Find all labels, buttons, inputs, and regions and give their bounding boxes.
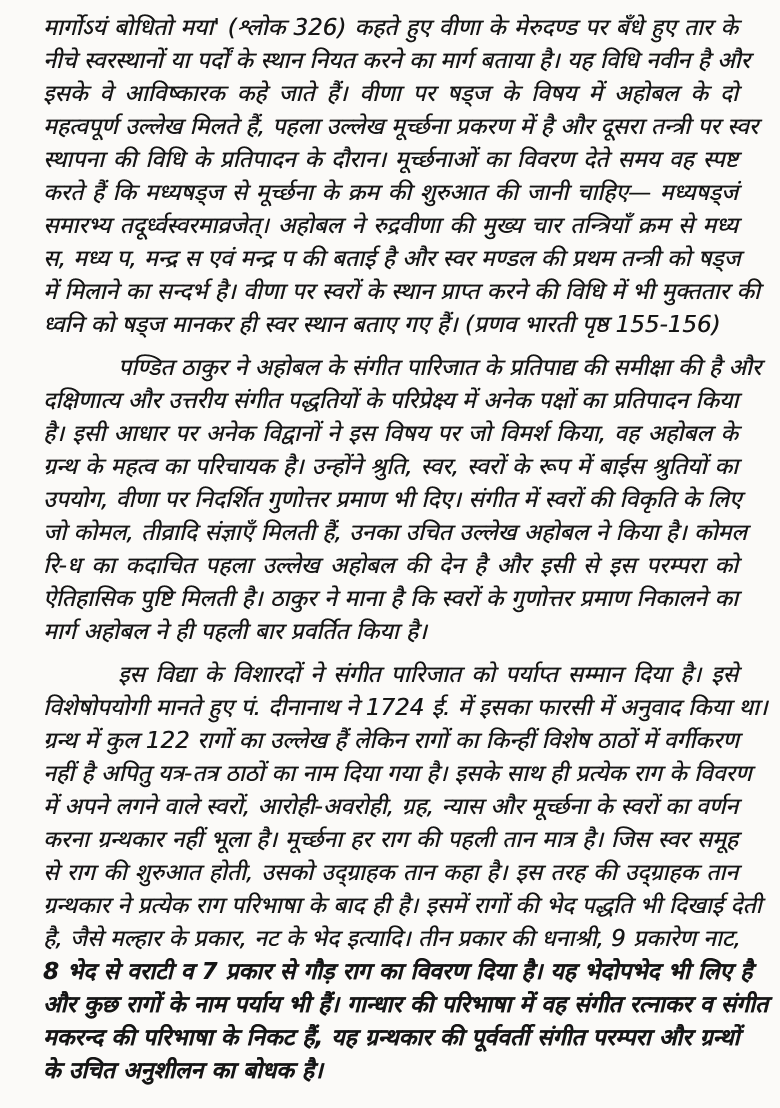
text-line: उपयोग, वीणा पर निदर्शित गुणोत्तर प्रमाण भी दिए। संगीत में स्वरों की विकृति के लिए <box>43 487 742 513</box>
text-line: करते हैं कि मध्यषड्ज से मूर्च्छना के क्रम की शुरुआत की जानी चाहिए— मध्यषड्जं <box>43 180 738 206</box>
paragraph <box>43 352 762 649</box>
text-line: नीचे स्वरस्थानों या पर्दों के स्थान नियत करने का मार्ग बताया है। यह विधि नवीन है और <box>43 48 750 74</box>
text-line: ऐतिहासिक पुष्टि मिलती है। ठाकुर ने माना है कि स्वरों के गुणोत्तर प्रमाण निकालने का <box>43 586 738 612</box>
text-line: पण्डित ठाकुर ने अहोबल के संगीत पारिजात के प्रतिपाद्य की समीक्षा की है और <box>118 355 762 381</box>
text-line: दक्षिणात्य और उत्तरीय संगीत पद्धतियों के परिप्रेक्ष्य में अनेक पक्षों का प्रतिपादन किया <box>43 388 739 414</box>
text-line: इसके वे आविष्कारक कहे जाते हैं। वीणा पर षड्ज के विषय में अहोबल के दो <box>43 81 738 107</box>
text-line: से राग की शुरुआत होती, उसको उद्ग्राहक तान कहा है। इस तरह की उद्ग्राहक तान <box>43 860 738 886</box>
text-line: स्थापना की विधि के प्रतिपादन के दौरान। मूर्च्छनाओं का विवरण देते समय वह स्पष्ट <box>43 147 738 173</box>
text-line: और कुछ रागों के नाम पर्याय भी हैं। गान्धार की परिभाषा में वह संगीत रत्नाकर व संगीत <box>43 992 769 1018</box>
text-line: ध्वनि को षड्ज मानकर ही स्वर स्थान बताए गए हैं। (प्रणव भारती पृष्ठ 155-156) <box>43 312 721 338</box>
text-line: समारभ्य तदूर्ध्वस्वरमाव्रजेत्। अहोबल ने रुद्रवीणा की मुख्य चार तन्त्रियाँ क्रम से मध्य <box>43 213 738 239</box>
text-line: रि-ध का कदाचित पहला उल्लेख अहोबल की देन है और इसी से इस परम्परा को <box>43 553 738 579</box>
paragraph <box>43 12 760 342</box>
text-line: में अपने लगने वाले स्वरों, आरोही-अवरोही, ग्रह, न्यास और मूर्च्छना के स्वरों का वर्णन <box>43 794 738 820</box>
page-text <box>43 12 769 1088</box>
text-line: नहीं है अपितु यत्र-तत्र ठाठों का नाम दिया गया है। इसके साथ ही प्रत्येक राग के विवरण <box>43 761 752 787</box>
text-line: मार्गोऽयं बोधितो मया' (श्लोक 326) कहते हुए वीणा के मेरुदण्ड पर बँधे हुए तार के <box>43 15 738 41</box>
text-line: ग्रन्थ के महत्व का परिचायक है। उन्होंने श्रुति, स्वर, स्वरों के रूप में बाईस श्रुतियों का <box>43 454 738 480</box>
text-line: है, जैसे मल्हार के प्रकार, नट के भेद इत्यादि। तीन प्रकार की धनाश्री, 9 प्रकारेण नाट, <box>43 926 741 952</box>
text-line: इस विद्या के विशारदों ने संगीत पारिजात को पर्याप्त सम्मान दिया है। इसे <box>118 662 738 688</box>
text-line: के उचित अनुशीलन का बोधक है। <box>43 1058 323 1084</box>
text-line: करना ग्रन्थकार नहीं भूला है। मूर्च्छना हर राग की पहली तान मात्र है। जिस स्वर समूह <box>43 827 738 853</box>
text-line: विशेषोपयोगी मानते हुए पं. दीनानाथ ने 1724 ई. में इसका फारसी में अनुवाद किया था। <box>43 695 768 721</box>
text-line: मार्ग अहोबल ने ही पहली बार प्रवर्तित किया है। <box>43 619 427 645</box>
text-line: ग्रन्थकार ने प्रत्येक राग परिभाषा के बाद ही है। इसमें रागों की भेद पद्धति भी दिखाई देती <box>43 893 762 919</box>
text-line: में मिलाने का सन्दर्भ है। वीणा पर स्वरों के स्थान प्राप्त करने की विधि में भी मुक्ततार की <box>43 279 760 305</box>
text-line: स, मध्य प, मन्द्र स एवं मन्द्र प की बताई है और स्वर मण्डल की प्रथम तन्त्री को षड्ज <box>43 246 741 272</box>
paragraph <box>43 659 769 1088</box>
text-line: महत्वपूर्ण उल्लेख मिलते हैं, पहला उल्लेख मूर्च्छना प्रकरण में है और दूसरा तन्त्री पर स्वर <box>43 114 759 140</box>
text-line: 8 भेद से वराटी व 7 प्रकार से गौड़ राग का विवरण दिया है। यह भेदोपभेद भी लिए है <box>43 959 753 985</box>
text-line: ग्रन्थ में कुल 122 रागों का उल्लेख हैं लेकिन रागों का किन्हीं विशेष ठाठों में वर्गीकरण <box>43 728 739 754</box>
text-line: जो कोमल, तीव्रादि संज्ञाएँ मिलती हैं, उनका उचित उल्लेख अहोबल ने किया है। कोमल <box>43 520 747 546</box>
text-line: है। इसी आधार पर अनेक विद्वानों ने इस विषय पर जो विमर्श किया, वह अहोबल के <box>43 421 738 447</box>
text-line: मकरन्द की परिभाषा के निकट हैं, यह ग्रन्थकार की पूर्ववर्ती संगीत परम्परा और ग्रन्थों <box>43 1025 740 1051</box>
